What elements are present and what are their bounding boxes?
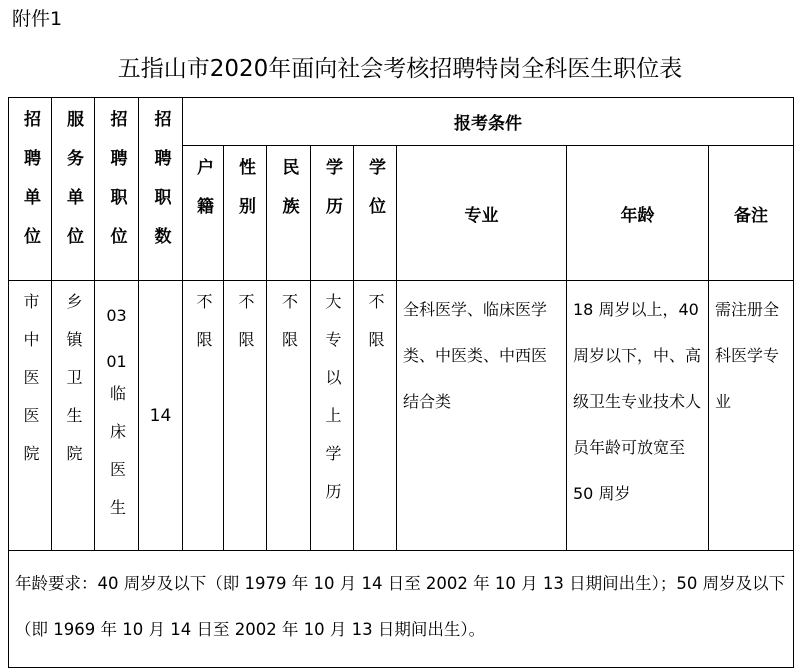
header-service-unit: 服务单位	[52, 98, 95, 281]
cell-unit: 市中医医院	[9, 281, 52, 551]
data-row	[9, 281, 794, 551]
position-name: 临床医生	[107, 385, 127, 537]
header-row-1	[9, 98, 794, 146]
cell-count: 14	[139, 281, 183, 551]
header-unit: 招聘单位	[9, 98, 52, 281]
header-major: 专业	[397, 146, 567, 281]
footnote-row	[9, 551, 794, 668]
age-requirement-note: 年龄要求：40 周岁及以下（即 1979 年 10 月 14 日至 2002 年 10 月 13 日期间出生）；50 周岁及以下（即 1969 年 10 月 14 日至 2002 年 10 月 13 日期间出生）。	[9, 551, 794, 668]
header-hukou: 户籍	[183, 146, 224, 281]
position-code-2: 01	[106, 352, 127, 371]
cell-service-unit: 乡镇卫生院	[52, 281, 95, 551]
cell-hukou: 不限	[183, 281, 224, 551]
header-age: 年龄	[567, 146, 709, 281]
cell-degree: 不限	[354, 281, 397, 551]
header-education: 学历	[311, 146, 354, 281]
attachment-label: 附件1	[12, 8, 63, 30]
cell-remarks: 需注册全科医学专业	[709, 281, 794, 551]
cell-gender: 不限	[224, 281, 267, 551]
cell-major: 全科医学、临床医学类、中医类、中西医结合类	[397, 281, 567, 551]
header-degree: 学位	[354, 146, 397, 281]
position-code-1: 03	[106, 306, 127, 325]
header-count: 招聘职数	[139, 98, 183, 281]
header-ethnicity: 民族	[267, 146, 311, 281]
page-title: 五指山市2020年面向社会考核招聘特岗全科医生职位表	[117, 56, 683, 82]
cell-position	[95, 281, 139, 551]
cell-education: 大专以上学历	[311, 281, 354, 551]
header-gender: 性别	[224, 146, 267, 281]
cell-ethnicity: 不限	[267, 281, 311, 551]
header-remarks: 备注	[709, 146, 794, 281]
cell-age: 18 周岁以上，40 周岁以下，中、高级卫生专业技术人员年龄可放宽至 50 周岁	[567, 281, 709, 551]
position-table	[8, 97, 794, 668]
header-conditions: 报考条件	[183, 98, 794, 146]
header-position: 招聘职位	[95, 98, 139, 281]
